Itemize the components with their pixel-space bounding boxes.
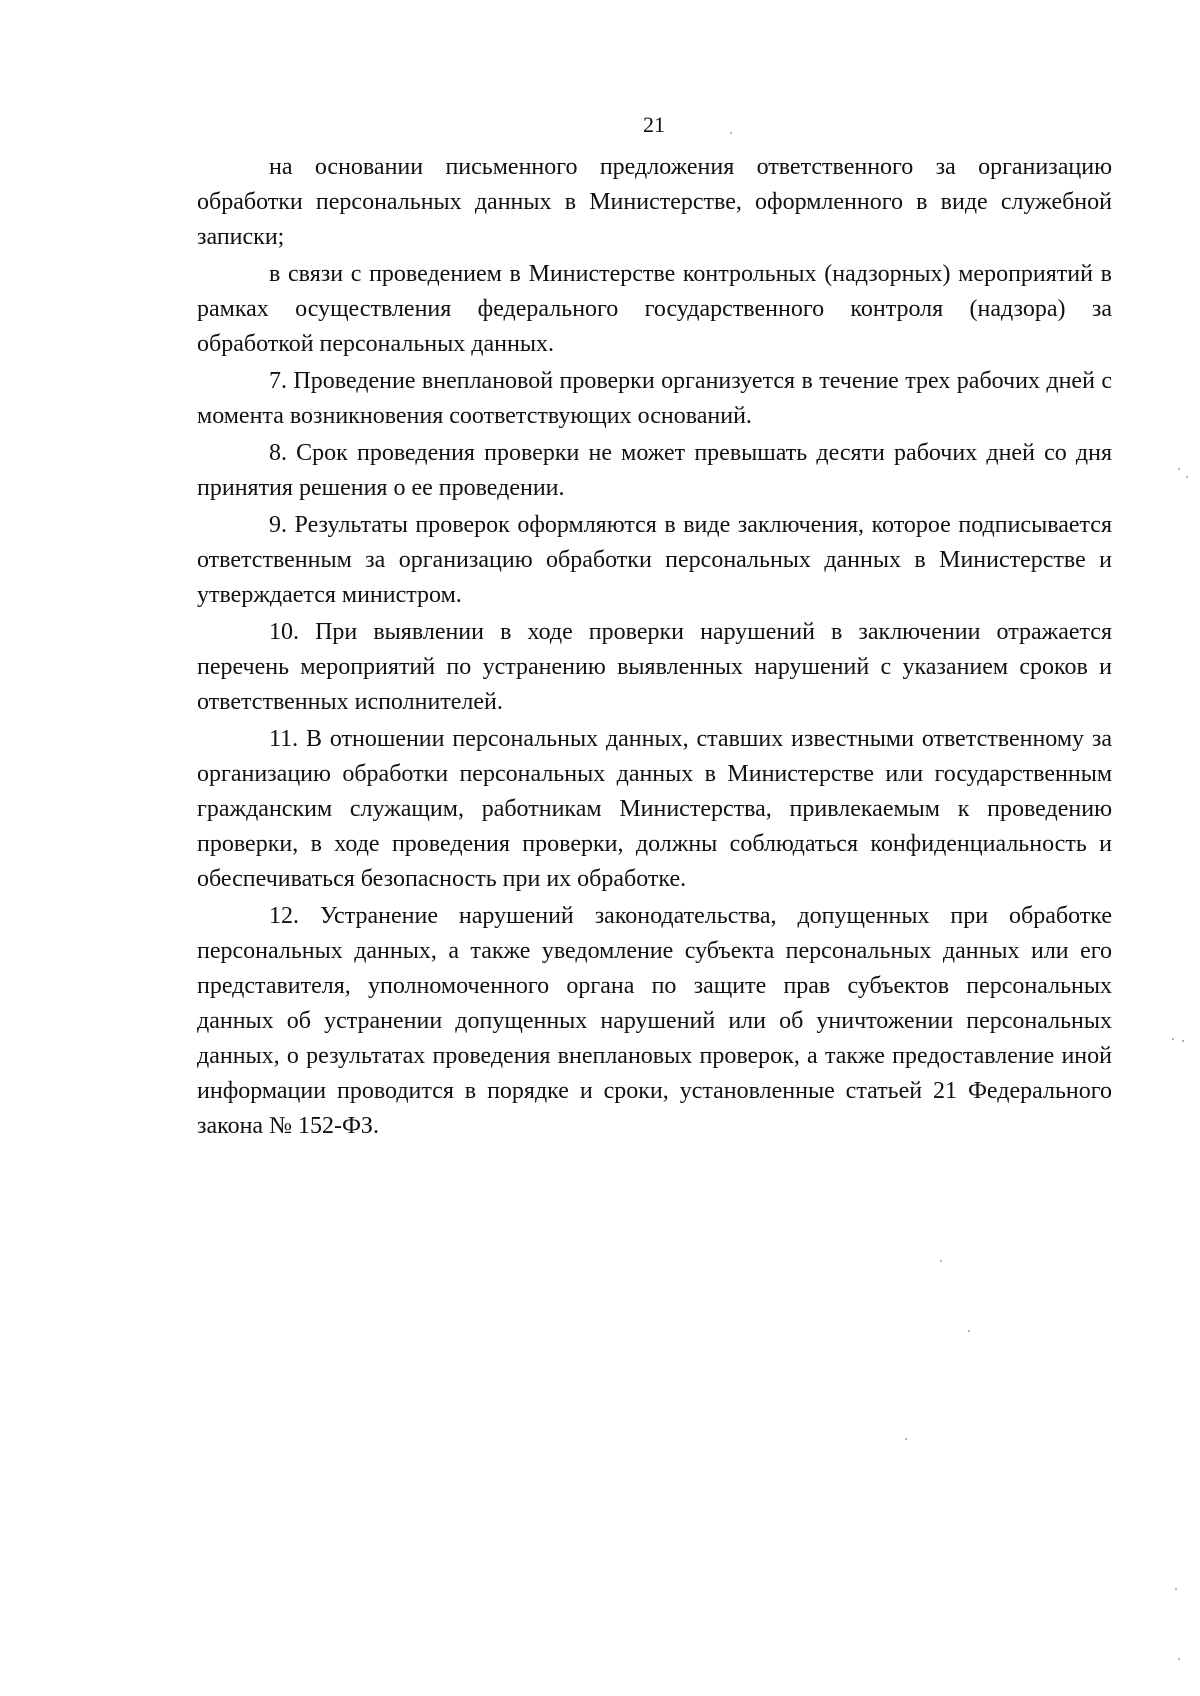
scan-speck (1172, 1038, 1174, 1040)
paragraph-item-9: 9. Результаты проверок оформляются в виде заключения, которое подписывается ответственным за организацию обработки персональных данных в Министерстве и утверждается министром. (197, 512, 1112, 608)
scan-speck (730, 132, 732, 134)
paragraph-item-12: 12. Устранение нарушений законодательства, допущенных при обработке персональных данных, а также уведомление субъекта персональных данных или его представителя, уполномоченного органа по защите прав субъектов персональных данных об устранении допущенных нарушений или об уничтожении персональных данных, о результатах проведения внеплановых проверок, а также предоставление иной информации проводится в порядке и сроки, установленные статьей 21 Федерального закона № 152-ФЗ. (197, 903, 1112, 1139)
page-number: 21 (643, 112, 665, 137)
document-body (197, 150, 1112, 1146)
scan-speck (940, 1260, 942, 1262)
scan-speck (1178, 1658, 1180, 1660)
scan-speck (905, 1438, 907, 1440)
paragraph-basis-control-measures: в связи с проведением в Министерстве контрольных (надзорных) мероприятий в рамках осуществления федерального государственного контроля (надзора) за обработкой персональных данных. (197, 261, 1112, 357)
paragraph-item-11: 11. В отношении персональных данных, ставших известными ответственному за организацию обработки персональных данных в Министерстве или государственным гражданским служащим, работникам Министерства, привлекаемым к проведению проверки, в ходе проведения проверки, должны соблюдаться конфиденциальность и обеспечиваться безопасность при их обработке. (197, 726, 1112, 892)
scan-speck (1178, 468, 1180, 470)
scan-speck (1175, 1588, 1177, 1590)
paragraph-item-7: 7. Проведение внеплановой проверки организуется в течение трех рабочих дней с момента возникновения соответствующих оснований. (197, 368, 1112, 429)
scan-speck (1182, 1040, 1184, 1042)
scan-speck (968, 1330, 970, 1332)
paragraph-item-8: 8. Срок проведения проверки не может превышать десяти рабочих дней со дня принятия решения о ее проведении. (197, 440, 1112, 501)
scan-speck (1186, 476, 1188, 478)
paragraph-basis-written-proposal: на основании письменного предложения ответственного за организацию обработки персональных данных в Министерстве, оформленного в виде служебной записки; (197, 154, 1112, 250)
paragraph-item-10: 10. При выявлении в ходе проверки нарушений в заключении отражается перечень мероприятий по устранению выявленных нарушений с указанием сроков и ответственных исполнителей. (197, 619, 1112, 715)
